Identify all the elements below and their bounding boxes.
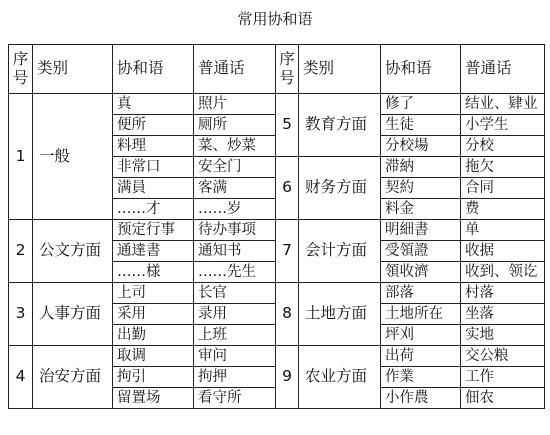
group-num: 5 — [276, 94, 299, 157]
header-kyowa-left: 协和语 — [113, 45, 194, 94]
header-num-right: 序 号 — [276, 45, 299, 94]
kyowa-table — [8, 44, 545, 409]
standard-cell: 照片 — [194, 94, 276, 115]
standard-cell: 通知书 — [194, 241, 276, 262]
standard-cell: 费 — [461, 199, 545, 220]
kyowa-cell: 料理 — [113, 136, 194, 157]
standard-cell: 结业、肄业 — [461, 94, 545, 115]
standard-cell: 合同 — [461, 178, 545, 199]
group-num: 6 — [276, 157, 299, 220]
kyowa-cell: 生徒 — [381, 115, 461, 136]
standard-cell: 录用 — [194, 304, 276, 325]
standard-cell: 佃农 — [461, 388, 545, 409]
group-category: 农业方面 — [299, 346, 381, 409]
standard-cell: 分校 — [461, 136, 545, 157]
standard-cell: 客满 — [194, 178, 276, 199]
table-row — [9, 283, 545, 304]
standard-cell: 看守所 — [194, 388, 276, 409]
kyowa-cell: 出荷 — [381, 346, 461, 367]
header-category-right: 类别 — [299, 45, 381, 94]
table-row — [9, 220, 545, 241]
standard-cell: 待办事项 — [194, 220, 276, 241]
standard-cell: 单 — [461, 220, 545, 241]
group-category: 土地方面 — [299, 283, 381, 346]
group-num: 2 — [9, 220, 33, 283]
group-category: 教育方面 — [299, 94, 381, 157]
group-num: 4 — [9, 346, 33, 409]
kyowa-cell: ……才 — [113, 199, 194, 220]
standard-cell: 村落 — [461, 283, 545, 304]
standard-cell: 厕所 — [194, 115, 276, 136]
kyowa-cell: 分校場 — [381, 136, 461, 157]
standard-cell: 上班 — [194, 325, 276, 346]
kyowa-cell: 土地所在 — [381, 304, 461, 325]
standard-cell: 安全门 — [194, 157, 276, 178]
kyowa-cell: 通達書 — [113, 241, 194, 262]
standard-cell: 交公粮 — [461, 346, 545, 367]
group-num: 1 — [9, 94, 33, 220]
kyowa-cell: ……様 — [113, 262, 194, 283]
group-category: 人事方面 — [33, 283, 113, 346]
standard-cell: ……岁 — [194, 199, 276, 220]
kyowa-cell: 拘引 — [113, 367, 194, 388]
header-category-left: 类别 — [33, 45, 113, 94]
kyowa-cell: 領收濟 — [381, 262, 461, 283]
kyowa-cell: 明細書 — [381, 220, 461, 241]
header-kyowa-right: 协和语 — [381, 45, 461, 94]
group-category: 一般 — [33, 94, 113, 220]
kyowa-cell: 采用 — [113, 304, 194, 325]
kyowa-cell: 受領證 — [381, 241, 461, 262]
group-category: 财务方面 — [299, 157, 381, 220]
standard-cell: 收到、领讫 — [461, 262, 545, 283]
standard-cell: 长官 — [194, 283, 276, 304]
kyowa-cell: 坪刈 — [381, 325, 461, 346]
group-category: 治安方面 — [33, 346, 113, 409]
standard-cell: 菜、炒菜 — [194, 136, 276, 157]
standard-cell: 坐落 — [461, 304, 545, 325]
table-row — [9, 346, 545, 367]
header-standard-right: 普通话 — [461, 45, 545, 94]
header-row — [9, 45, 545, 94]
standard-cell: 收据 — [461, 241, 545, 262]
standard-cell: 拖欠 — [461, 157, 545, 178]
table-row — [9, 94, 545, 115]
kyowa-cell: 契約 — [381, 178, 461, 199]
kyowa-cell: 滞納 — [381, 157, 461, 178]
standard-cell: 小学生 — [461, 115, 545, 136]
kyowa-cell: 作業 — [381, 367, 461, 388]
kyowa-cell: 小作農 — [381, 388, 461, 409]
kyowa-cell: 上司 — [113, 283, 194, 304]
kyowa-cell: 便所 — [113, 115, 194, 136]
group-num: 8 — [276, 283, 299, 346]
kyowa-cell: 部落 — [381, 283, 461, 304]
standard-cell: 实地 — [461, 325, 545, 346]
header-standard-left: 普通话 — [194, 45, 276, 94]
group-category: 会计方面 — [299, 220, 381, 283]
kyowa-cell: 留置场 — [113, 388, 194, 409]
group-category: 公文方面 — [33, 220, 113, 283]
kyowa-cell: 真 — [113, 94, 194, 115]
standard-cell: 拘押 — [194, 367, 276, 388]
kyowa-cell: 料金 — [381, 199, 461, 220]
standard-cell: 审问 — [194, 346, 276, 367]
standard-cell: ……先生 — [194, 262, 276, 283]
standard-cell: 工作 — [461, 367, 545, 388]
header-num-left: 序 号 — [9, 45, 33, 94]
table-title: 常用协和语 — [237, 10, 313, 28]
kyowa-cell: 修了 — [381, 94, 461, 115]
kyowa-cell: 非常口 — [113, 157, 194, 178]
kyowa-cell: 预定行事 — [113, 220, 194, 241]
kyowa-cell: 满員 — [113, 178, 194, 199]
kyowa-cell: 取调 — [113, 346, 194, 367]
group-num: 7 — [276, 220, 299, 283]
kyowa-cell: 出勤 — [113, 325, 194, 346]
group-num: 3 — [9, 283, 33, 346]
group-num: 9 — [276, 346, 299, 409]
